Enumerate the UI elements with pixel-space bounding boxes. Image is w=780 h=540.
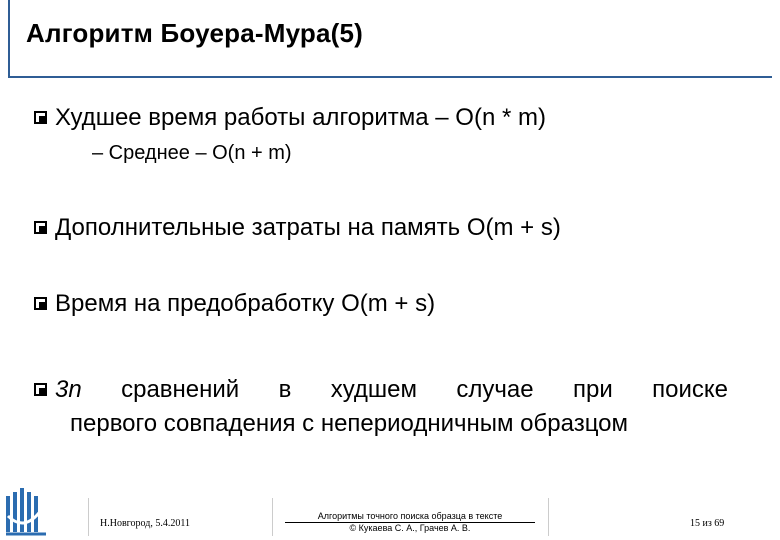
bullet-line-2: первого совпадения с непериодничным образцом (70, 410, 629, 437)
footer-location-date: Н.Новгород, 5.4.2011 (100, 518, 190, 529)
bullet-preprocessing (34, 289, 435, 319)
bullet-square-icon (34, 221, 47, 234)
footer-page-number: 15 из 69 (690, 518, 725, 529)
bullet-square-icon (34, 383, 47, 396)
footer-divider (548, 498, 549, 536)
footer-authors: © Кукаева С. А., Грачев А. В. (349, 523, 471, 533)
footer-divider (88, 498, 89, 536)
footer-divider (272, 498, 273, 536)
bullet-line-1-text: сравнений в худшем случае при поиске (121, 376, 728, 403)
bullet-comparisons (34, 376, 728, 438)
sub-bullet-average: – Среднее – O(n + m) (92, 142, 292, 164)
bullet-text: Дополнительные затраты на память O(m + s) (55, 214, 561, 241)
slide-title: Алгоритм Боуера-Мура(5) (26, 18, 364, 48)
bullet-square-icon (34, 111, 47, 124)
university-logo (4, 486, 48, 538)
bullet-worst-time (34, 103, 546, 133)
bullet-square-icon (34, 297, 47, 310)
bullet-italic-3n: 3n (55, 376, 82, 403)
bullet-memory (34, 213, 561, 243)
bullet-line-1 (34, 376, 728, 406)
bullet-text: Время на предобработку O(m + s) (55, 290, 436, 317)
footer-underline (285, 522, 535, 523)
bullet-text: Худшее время работы алгоритма – O(n * m) (55, 104, 546, 131)
footer-course-title: Алгоритмы точного поиска образца в тексте (317, 511, 503, 521)
